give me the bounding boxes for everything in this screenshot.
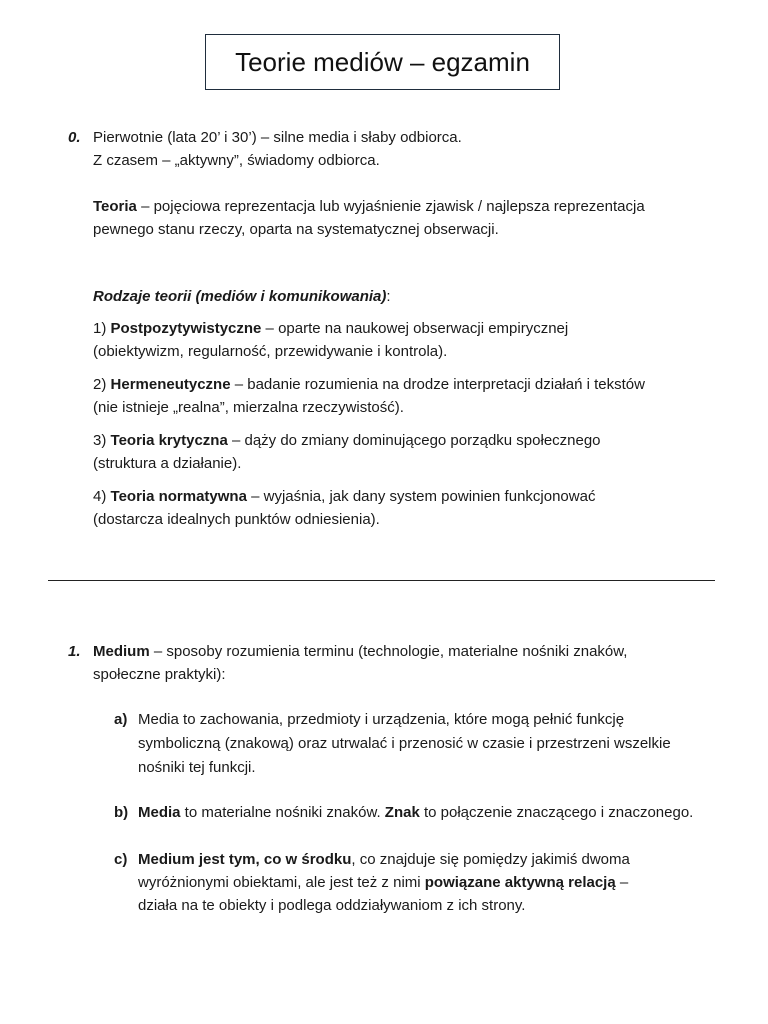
subitem-a-line3: nośniki tej funkcji.: [138, 759, 256, 776]
section0-line2: Z czasem – „aktywny”, świadomy odbiorca.: [93, 152, 380, 169]
theory-item-text: – badanie rozumienia na drodze interpretacji działań i tekstów: [230, 376, 645, 393]
theory-item-term: Postpozytywistyczne: [110, 320, 262, 337]
rodzaje-heading-text: Rodzaje teorii (mediów i komunikowania): [93, 288, 387, 305]
subitem-b-term1: Media: [138, 804, 181, 821]
section-divider: [48, 580, 715, 581]
subitem-b-text1: to materialne nośniki znaków.: [180, 804, 385, 821]
theory-item-text: – oparte na naukowej obserwacji empirycznej: [261, 320, 569, 337]
theory-item-1-line2: (obiektywizm, regularność, przewidywanie i kontrola).: [93, 343, 448, 360]
subitem-c-term1: Medium jest tym, co w środku: [138, 851, 352, 868]
theory-item-term: Hermeneutyczne: [110, 376, 231, 393]
subitem-c-line3: działa na te obiekty i podlega oddziaływaniom z ich strony.: [138, 897, 526, 914]
teoria-definition-line1: [93, 195, 645, 219]
theory-item-4-line2: (dostarcza idealnych punktów odniesienia).: [93, 511, 380, 528]
subitem-b-term2: Znak: [384, 804, 420, 821]
subitem-a-line2: symboliczną (znakową) oraz utrwalać i przenosić w czasie i przestrzeni wszelkie: [138, 735, 671, 752]
theory-item-text: – wyjaśnia, jak dany system powinien funkcjonować: [246, 488, 596, 505]
theory-item-3: [93, 429, 601, 453]
subitem-c-line2-end: –: [615, 874, 629, 891]
subitem-letter-c: c): [114, 851, 128, 868]
theory-item-prefix: 3): [93, 432, 111, 449]
subitem-c-line2: [138, 871, 628, 895]
theory-item-2: [93, 373, 645, 397]
subitem-b-line1: [138, 801, 693, 825]
theory-item-prefix: 2): [93, 376, 111, 393]
rodzaje-colon: :: [386, 288, 391, 305]
subitem-c-line2-text: wyróżnionymi obiektami, ale jest też z nimi: [138, 874, 425, 891]
subitem-a-line1: Media to zachowania, przedmioty i urządzenia, które mogą pełnić funkcję: [138, 711, 625, 728]
theory-item-1: [93, 317, 568, 341]
medium-text: – sposoby rozumienia terminu (technologie, materialne nośniki znaków,: [149, 643, 628, 660]
subitem-b-text2: to połączenie znaczącego i znaczonego.: [419, 804, 694, 821]
page-title: Teorie mediów – egzamin: [205, 34, 560, 90]
theory-item-3-line2: (struktura a działanie).: [93, 455, 242, 472]
subitem-letter-b: b): [114, 804, 129, 821]
section-number-1: 1.: [68, 643, 81, 660]
section0-line1: Pierwotnie (lata 20’ i 30’) – silne media i słaby odbiorca.: [93, 129, 462, 146]
teoria-term: Teoria: [93, 198, 137, 215]
medium-term: Medium: [93, 643, 150, 660]
subitem-c-line2-term: powiązane aktywną relacją: [424, 874, 616, 891]
theory-item-prefix: 4): [93, 488, 111, 505]
theory-item-4: [93, 485, 595, 509]
subitem-c-text1: , co znajduje się pomiędzy jakimiś dwoma: [351, 851, 630, 868]
section-number-0: 0.: [68, 129, 81, 146]
subitem-letter-a: a): [114, 711, 128, 728]
subitem-c-line1: [138, 848, 630, 872]
theory-item-prefix: 1): [93, 320, 111, 337]
rodzaje-heading: [93, 285, 391, 309]
teoria-text: – pojęciowa reprezentacja lub wyjaśnienie zjawisk / najlepsza reprezentacja: [136, 198, 645, 215]
section1-line2: społeczne praktyki):: [93, 666, 226, 683]
section1-line1: [93, 640, 627, 664]
theory-item-term: Teoria normatywna: [110, 488, 247, 505]
teoria-definition-line2: pewnego stanu rzeczy, oparta na systematycznej obserwacji.: [93, 221, 499, 238]
theory-item-text: – dąży do zmiany dominującego porządku społecznego: [227, 432, 601, 449]
theory-item-2-line2: (nie istnieje „realna”, mierzalna rzeczywistość).: [93, 399, 404, 416]
theory-item-term: Teoria krytyczna: [110, 432, 228, 449]
